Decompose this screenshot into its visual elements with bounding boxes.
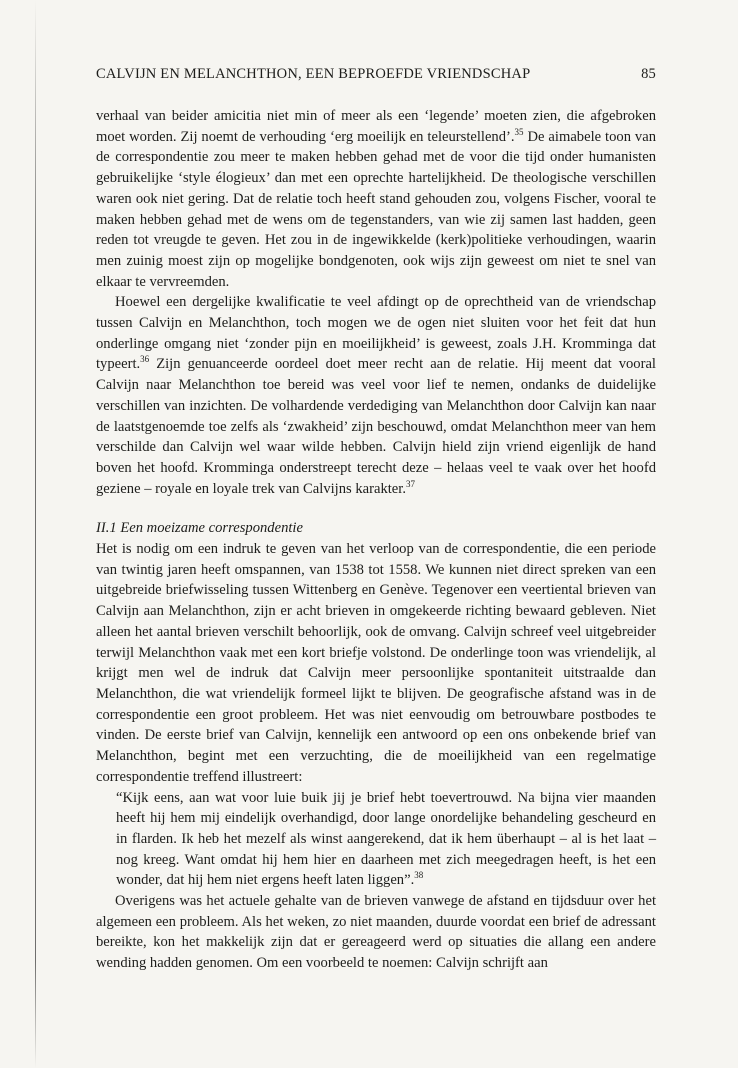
paragraph-1 <box>96 106 656 292</box>
footnote-ref-35: 35 <box>514 126 524 137</box>
footnote-ref-36: 36 <box>140 354 150 365</box>
paragraph-text: Hoewel een dergelijke kwalificatie te veel afdingt op de oprechtheid van de vriendschap tussen Calvijn en Melanchthon, toch mogen we de ogen niet sluiten voor het feit dat hun onderlinge omgang niet ‘zonder pijn en moeilijkheid’ is geweest, zoals J.H. Kromminga dat typeert. <box>96 294 656 373</box>
quote-text: “Kijk eens, aan wat voor luie buik jij je brief hebt toevertrouwd. Na bijna vier maanden heeft hij hem mij eindelijk overhandigd, door lange onordelijke behandeling gescheurd en in flarden. Ik heb het mezelf als winst aangerekend, dat ik hem überhaupt – al is het laat – nog kreeg. Want omdat hij hem hier en daarheen met zich meegedragen heeft, is het een wonder, dat hij hem niet ergens heeft laten liggen”. <box>116 789 656 889</box>
footnote-ref-38: 38 <box>414 870 424 881</box>
paragraph-3: Het is nodig om een indruk te geven van het verloop van de correspondentie, die een periode van twintig jaren heeft omspannen, van 1538 tot 1558. We kunnen niet direct spreken van een uitgebreide briefwisseling tussen Wittenberg en Genève. Tegenover een veertiental brieven van Calvijn aan Melanchthon, zijn er acht brieven in omgekeerde richting bewaard gebleven. Niet alleen het aantal brieven verschilt behoorlijk, ook de omvang. Calvijn schreef veel uitgebreider terwijl Melanchthon vaak met een kort briefje volstond. De onderlinge toon was vriendelijk, al krijgt men wel de indruk dat Calvijn meer persoonlijke spontaniteit uitstraalde dan Melanchthon, die wat vriendelijk formeel lijkt te blijven. De geografische afstand was in de correspondentie een groot probleem. Het was niet eenvoudig om betrouwbare postbodes te vinden. De eerste brief van Calvijn, kennelijk een antwoord op een ons onbekende brief van Melanchthon, begint met een verzuchting, die de moeilijkheid van een regelmatige correspondentie treffend illustreert: <box>96 541 656 785</box>
paragraph-text: De aimabele toon van de correspondentie zou meer te maken hebben gehad met de voor die tijd onder humanisten gebruikelijke ‘style élogieux’ dan met een oprechte hartelijkheid. De theologische verschillen waren ook niet gering. Dat de relatie toch heeft stand gehouden zou, volgens Fischer, vooral te maken hebben gehad met de wens om de tegenstanders, van wie zij samen last hadden, geen reden tot vreugde te geven. Het zou in de ingewikkelde (kerk)politieke verhoudingen, waarin men zuinig moest zijn op mogelijke bondgenoten, ook wijs zijn geweest om niet te snel van elkaar te vervreemden. <box>96 128 656 290</box>
page-gutter-shadow <box>35 0 36 1068</box>
paragraph-text: Zijn genuanceerde oordeel doet meer recht aan de relatie. Hij meent dat vooral Calvijn naar Melanchthon toe bereid was veel voor lief te nemen, ondanks de duidelijke verschillen van inzichten. De volhardende verdediging van Melanchthon door Calvijn kan naar de laatstgenoemde toe zelfs als ‘zwakheid’ zijn beschouwd, omdat Melanchthon meer van hem verschilde dan Calvijn wel waar wilde hebben. Calvijn hield zijn vriend eigenlijk de hand boven het hoofd. Kromminga onderstreept terecht deze – helaas veel te vaak over het hoofd geziene – royale en loyale trek van Calvijns karakter. <box>96 356 656 497</box>
page-number: 85 <box>641 66 656 82</box>
paragraph-4: Overigens was het actuele gehalte van de brieven vanwege de afstand en tijdsduur over het algemeen een probleem. Als het weken, zo niet maanden, duurde voordat een brief de adressant bereikte, kon het makkelijk zijn dat er gereageerd werd op situaties die allang een andere wending hadden genomen. Om een voorbeeld te noemen: Calvijn schrijft aan <box>96 893 656 972</box>
block-quote <box>116 788 656 892</box>
section-heading: II.1 Een moeizame correspondentie <box>96 520 303 537</box>
running-head-title: CALVIJN EN MELANCHTHON, EEN BEPROEFDE VRIENDSCHAP <box>96 66 531 82</box>
body-text <box>96 106 656 974</box>
footnote-ref-37: 37 <box>406 478 415 489</box>
paragraph-2 <box>96 292 656 499</box>
paragraph-text: verhaal van beider amicitia niet min of meer als een ‘legende’ moeten zien, die afgebroken moet worden. Zij noemt de verhouding ‘erg moeilijk en teleurstellend’. <box>96 108 656 145</box>
